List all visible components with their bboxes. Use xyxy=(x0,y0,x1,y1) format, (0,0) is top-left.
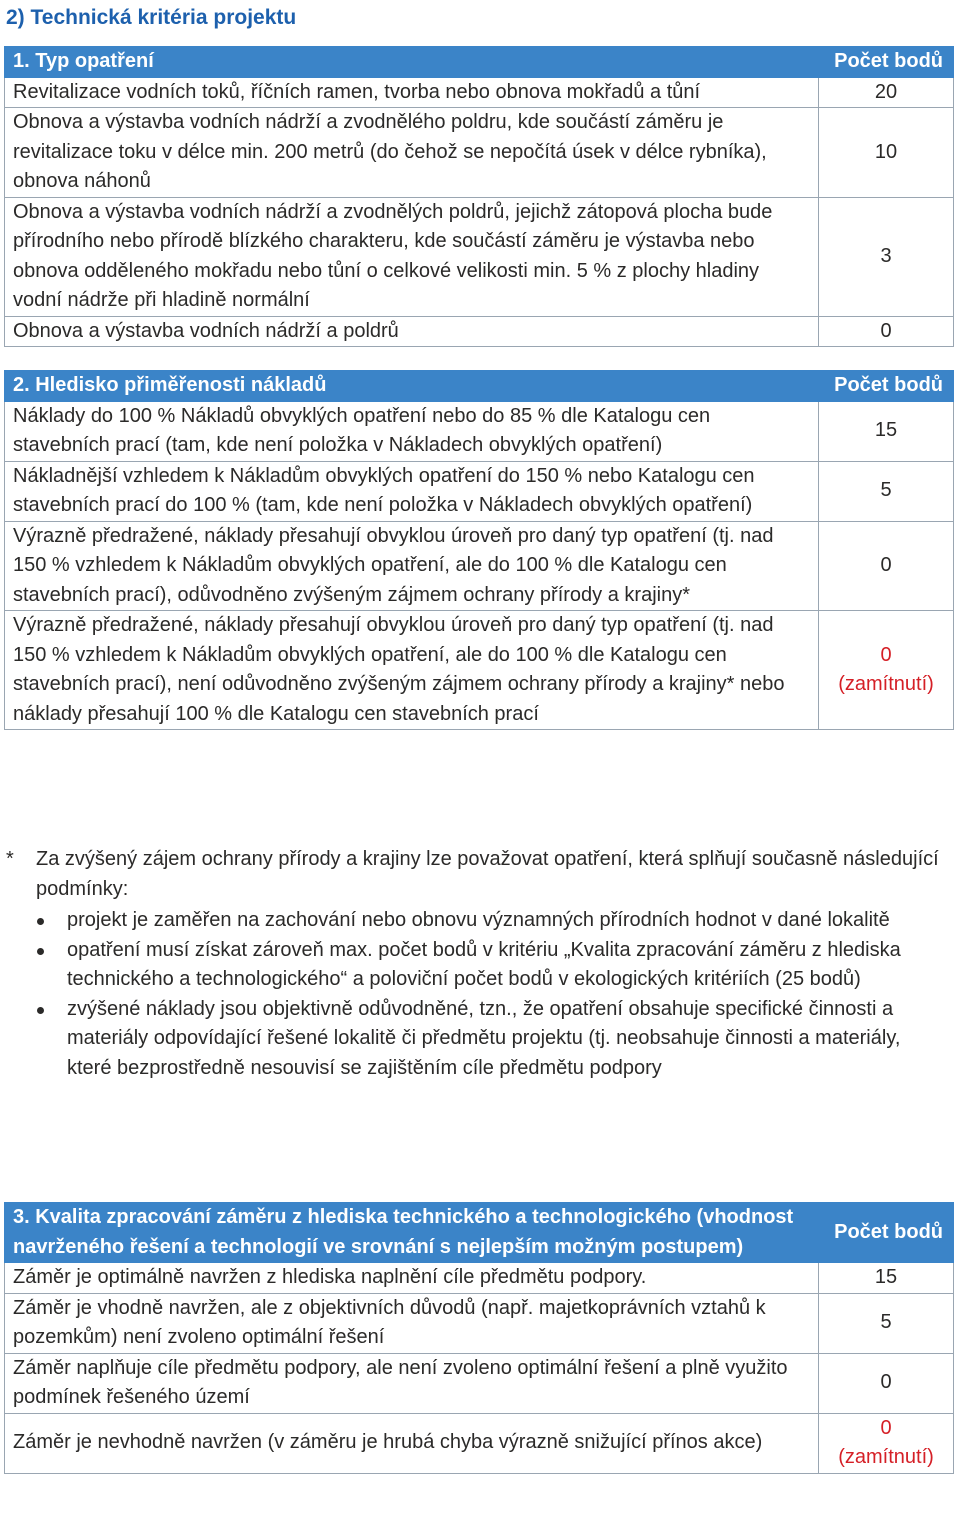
criterion-description: Revitalizace vodních toků, říčních ramen, tvorba nebo obnova mokřadů a tůní xyxy=(5,77,819,108)
table-row xyxy=(5,1293,954,1353)
table-header-row xyxy=(5,1203,954,1263)
table-row xyxy=(5,1263,954,1294)
criterion-description: Obnova a výstavba vodních nádrží a poldrů xyxy=(5,316,819,347)
section-title: 2) Technická kritéria projektu xyxy=(6,6,297,29)
points-header: Počet bodů xyxy=(819,371,954,402)
bullet-icon xyxy=(37,948,44,955)
points-header: Počet bodů xyxy=(819,47,954,78)
table-row xyxy=(5,197,954,316)
table-row xyxy=(5,316,954,347)
table-row xyxy=(5,1353,954,1413)
points-value: 15 xyxy=(819,1263,954,1294)
points-value: 0 xyxy=(880,643,892,666)
points-value: 0 xyxy=(880,1416,892,1439)
footnote-conditions-list xyxy=(6,906,950,1083)
criterion-table-type xyxy=(4,46,954,347)
points-value: 0 xyxy=(819,1353,954,1413)
points-header: Počet bodů xyxy=(819,1203,954,1263)
points-value: 5 xyxy=(819,461,954,521)
criterion-description: Záměr je nevhodně navržen (v záměru je hrubá chyba výrazně snižující přínos akce) xyxy=(5,1413,819,1473)
table-header-row xyxy=(5,47,954,78)
table-row xyxy=(5,611,954,730)
points-value: 15 xyxy=(819,401,954,461)
bullet-icon xyxy=(37,918,44,925)
table-row xyxy=(5,521,954,611)
list-item-text: projekt je zaměřen na zachování nebo obnovu významných přírodních hodnot v dané lokalitě xyxy=(67,909,890,931)
list-item-text: zvýšené náklady jsou objektivně odůvodněné, tzn., že opatření obsahuje specifické činnosti a materiály odpovídající řešené lokalitě či předmětu projektu (tj. neobsahuje činnosti a materiály, které bezprostředně nesouvisí se zajištěním cíle předmětu podpory xyxy=(67,997,901,1079)
bullet-icon xyxy=(37,1007,44,1014)
rejection-note: (zamítnutí) xyxy=(838,673,934,695)
criterion-description: Výrazně předražené, náklady přesahují obvyklou úroveň pro daný typ opatření (tj. nad 150 % vzhledem k Nákladům obvyklých opatření, ale do 100 % dle Katalogu cen stavebních prací), není odůvodněno zvýšeným zájmem ochrany přírody a krajiny* nebo náklady přesahují 100 % dle Katalogu cen stavebních prací xyxy=(5,611,819,730)
criterion-title: 1. Typ opatření xyxy=(5,47,819,78)
criterion-title: 3. Kvalita zpracování záměru z hlediska technického a technologického (vhodnost navrženého řešení a technologií ve srovnání s nejlepším možným postupem) xyxy=(5,1203,819,1263)
table-row xyxy=(5,1413,954,1473)
points-value-rejection xyxy=(819,611,954,730)
footnote xyxy=(6,845,950,1083)
table-row xyxy=(5,108,954,198)
criterion-description: Náklady do 100 % Nákladů obvyklých opatření nebo do 85 % dle Katalogu cen stavebních prací (tam, kde není položka v Nákladech obvyklých opatření) xyxy=(5,401,819,461)
table-row xyxy=(5,461,954,521)
criterion-description: Záměr je optimálně navržen z hlediska naplnění cíle předmětu podpory. xyxy=(5,1263,819,1294)
points-value: 20 xyxy=(819,77,954,108)
points-value: 0 xyxy=(819,316,954,347)
criterion-description: Nákladnější vzhledem k Nákladům obvyklých opatření do 150 % nebo Katalogu cen stavebních prací do 100 % (tam, kde není položka v Nákladech obvyklých opatření) xyxy=(5,461,819,521)
criterion-description: Výrazně předražené, náklady přesahují obvyklou úroveň pro daný typ opatření (tj. nad 150 % vzhledem k Nákladům obvyklých opatření, ale do 100 % dle Katalogu cen stavebních prací), odůvodněno zvýšeným zájmem ochrany přírody a krajiny* xyxy=(5,521,819,611)
list-item xyxy=(6,936,950,995)
footnote-marker: * xyxy=(6,848,14,870)
rejection-note: (zamítnutí) xyxy=(838,1446,934,1468)
points-value: 10 xyxy=(819,108,954,198)
points-value: 0 xyxy=(819,521,954,611)
table-header-row xyxy=(5,371,954,402)
criterion-description: Záměr naplňuje cíle předmětu podpory, ale není zvoleno optimální řešení a plně využito podmínek řešeného území xyxy=(5,1353,819,1413)
points-value: 3 xyxy=(819,197,954,316)
footnote-intro: Za zvýšený zájem ochrany přírody a krajiny lze považovat opatření, která splňují současně následující podmínky: xyxy=(36,848,939,900)
criterion-description: Obnova a výstavba vodních nádrží a zvodnělých poldrů, jejichž zátopová plocha bude přírodního nebo přírodě blízkého charakteru, kde součástí záměru je výstavba nebo obnova odděleného mokřadu nebo tůní o celkové velikosti min. 5 % z plochy hladiny vodní nádrže při hladině normální xyxy=(5,197,819,316)
list-item-text: opatření musí získat zároveň max. počet bodů v kritériu „Kvalita zpracování záměru z hlediska technického a technologického“ a poloviční počet bodů v ekologických kritériích (25 bodů) xyxy=(67,938,901,990)
table-row xyxy=(5,77,954,108)
points-value-rejection xyxy=(819,1413,954,1473)
list-item xyxy=(6,906,950,936)
criterion-title: 2. Hledisko přiměřenosti nákladů xyxy=(5,371,819,402)
criterion-table-costs xyxy=(4,370,954,730)
table-row xyxy=(5,401,954,461)
criterion-table-quality xyxy=(4,1202,954,1474)
list-item xyxy=(6,995,950,1084)
criterion-description: Záměr je vhodně navržen, ale z objektivních důvodů (např. majetkoprávních vztahů k pozemkům) není zvoleno optimální řešení xyxy=(5,1293,819,1353)
criterion-description: Obnova a výstavba vodních nádrží a zvodnělého poldru, kde součástí záměru je revitalizace toku v délce min. 200 metrů (do čehož se nepočítá úsek v délce rybníka), obnova náhonů xyxy=(5,108,819,198)
points-value: 5 xyxy=(819,1293,954,1353)
